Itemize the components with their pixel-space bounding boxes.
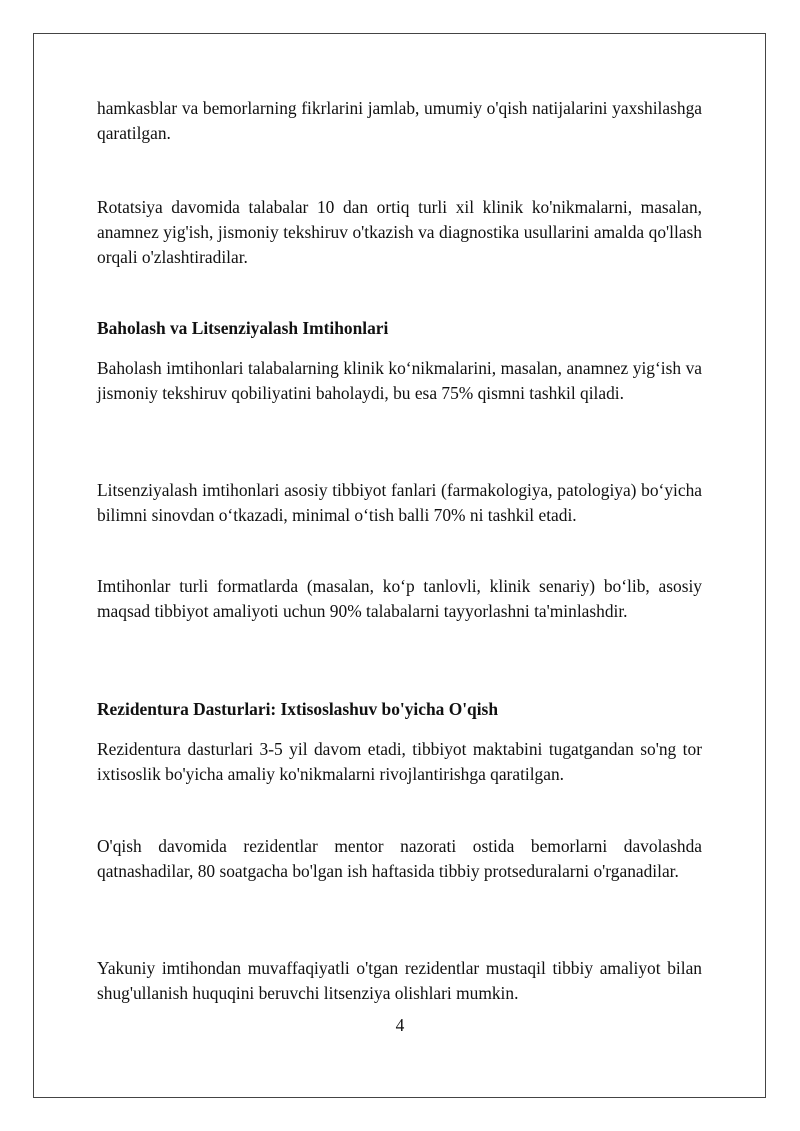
paragraph-residency-duration: Rezidentura dasturlari 3-5 yil davom etadi, tibbiyot maktabini tugatgandan so'ng tor ixtisoslik bo'yicha amaliy ko'nikmalarni rivojlantirishga qaratilgan. bbox=[97, 739, 702, 784]
page-border bbox=[33, 33, 766, 1098]
paragraph-residency-training: O'qish davomida rezidentlar mentor nazorati ostida bemorlarni davolashda qatnashadilar, 80 soatgacha bo'lgan ish haftasida tibbiy protseduralarni o'rganadilar. bbox=[97, 836, 702, 881]
section-heading-assessment: Baholash va Litsenziyalash Imtihonlari bbox=[97, 318, 389, 338]
paragraph-rotation-skills: Rotatsiya davomida talabalar 10 dan ortiq turli xil klinik ko'nikmalarni, masalan, anamnez yig'ish, jismoniy tekshiruv o'tkazish va diagnostika usullarini amalda qo'llash orqali o'zlashtiradilar. bbox=[97, 197, 702, 267]
paragraph-exam-formats: Imtihonlar turli formatlarda (masalan, ko‘p tanlovli, klinik senariy) bo‘lib, asosiy maqsad tibbiyot amaliyoti uchun 90% talabalarni tayyorlashni ta'minlashdir. bbox=[97, 576, 702, 621]
paragraph-final-exam: Yakuniy imtihondan muvaffaqiyatli o'tgan rezidentlar mustaqil tibbiy amaliyot bilan shug'ullanish huquqini beruvchi litsenziya olishlari mumkin. bbox=[97, 958, 702, 1003]
paragraph-continuation: hamkasblar va bemorlarning fikrlarini jamlab, umumiy o'qish natijalarini yaxshilashga qaratilgan. bbox=[97, 98, 702, 143]
paragraph-assessment-exams: Baholash imtihonlari talabalarning klinik ko‘nikmalarini, masalan, anamnez yig‘ish va jismoniy tekshiruv qobiliyatini baholaydi, bu esa 75% qismni tashkil qiladi. bbox=[97, 358, 702, 403]
section-heading-residency: Rezidentura Dasturlari: Ixtisoslashuv bo'yicha O'qish bbox=[97, 699, 498, 719]
paragraph-licensing-exams: Litsenziyalash imtihonlari asosiy tibbiyot fanlari (farmakologiya, patologiya) bo‘yicha bilimni sinovdan o‘tkazadi, minimal o‘tish balli 70% ni tashkil etadi. bbox=[97, 480, 702, 525]
page-number: 4 bbox=[395, 1015, 405, 1035]
